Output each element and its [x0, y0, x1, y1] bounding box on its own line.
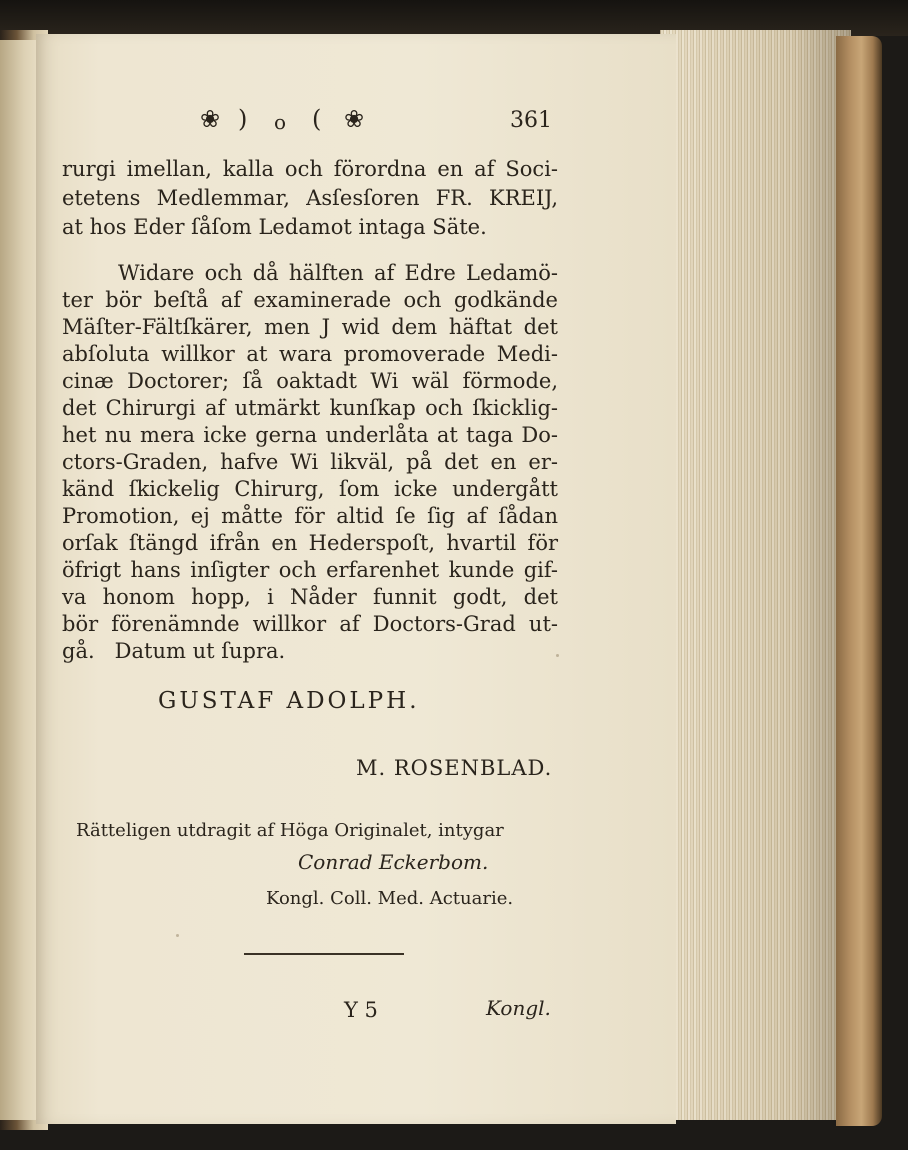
header-center-o: o: [274, 110, 287, 134]
text-line: etetens Medlemmar, Asſesſoren FR. KREIJ,: [62, 186, 558, 210]
signature-mark: Y 5: [344, 998, 378, 1022]
signature-king: GUSTAF ADOLPH.: [158, 688, 420, 714]
flower-ornament-icon: ❀: [344, 105, 365, 133]
running-header: [200, 104, 580, 138]
foxing-spot: [556, 654, 559, 657]
flower-ornament-icon: ❀: [200, 105, 221, 133]
text-line: rurgi imellan, kalla och förordna en af Soci-: [62, 157, 558, 181]
text-line: ctors-Graden, hafve Wi likväl, på det en er-: [62, 450, 558, 474]
attestation-line: Rätteligen utdragit af Höga Originalet, intygar: [76, 820, 504, 841]
text-line: det Chirurgi af utmärkt kunſkap och ſkicklig-: [62, 396, 558, 420]
text-line: cinæ Doctorer; ſå oaktadt Wi wäl förmode,: [62, 369, 558, 393]
text-line: at hos Eder ſåſom Ledamot intaga Säte.: [62, 215, 487, 239]
attestation-title: Kongl. Coll. Med. Actuarie.: [266, 888, 514, 909]
text-line: gå. Datum ut ſupra.: [62, 639, 286, 663]
attestation-name: Conrad Eckerbom.: [298, 850, 489, 874]
text-line: abſoluta willkor at wara promoverade Medi-: [62, 342, 558, 366]
text-line: känd ſkickelig Chirurg, ſom icke undergått: [62, 477, 558, 501]
catchword: Kongl.: [486, 996, 551, 1020]
back-cover: [836, 36, 882, 1126]
text-line: öfrigt hans inſigter och erfarenhet kunde gif-: [62, 558, 558, 582]
text-line: ter bör beſtå af examinerade och godkände: [62, 288, 558, 312]
text-line: het nu mera icke gerna underlåta at taga Do-: [62, 423, 558, 447]
page-number: 361: [510, 108, 552, 133]
text-line: bör förenämnde willkor af Doctors-Grad ut-: [62, 612, 558, 636]
header-paren-right: (: [312, 105, 322, 133]
signature-countersign: M. ROSENBLAD.: [356, 756, 553, 780]
page-stack-edges: [660, 30, 851, 1120]
text-line: va honom hopp, i Nåder funnit godt, det: [62, 585, 558, 609]
text-line: orſak ſtängd ifrån en Hederspoſt, hvartil för: [62, 531, 558, 555]
closing-rule: [244, 953, 404, 955]
text-line: Widare och då hälften af Edre Ledamö-: [118, 261, 558, 285]
text-line: Mäſter-Fältſkärer, men J wid dem häftat det: [62, 315, 558, 339]
text-line: Promotion, ej måtte för altid ſe ſig af ſådan: [62, 504, 558, 528]
header-paren-left: ): [238, 105, 248, 133]
previous-page-edge: [0, 40, 41, 1120]
foxing-spot: [176, 934, 179, 937]
